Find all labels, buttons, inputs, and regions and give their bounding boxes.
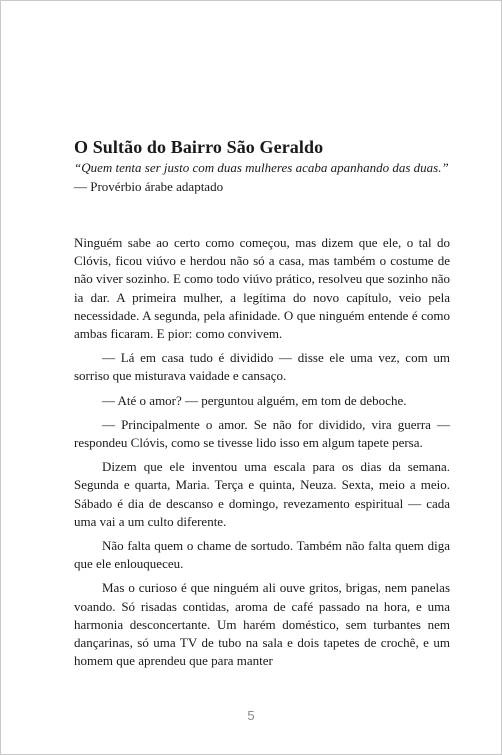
page-number: 5 <box>247 708 255 723</box>
paragraph: Não falta quem o chame de sortudo. Também não falta quem diga que ele enlouqueceu. <box>74 538 450 572</box>
paragraph: — Lá em casa tudo é dividido — disse ele uma vez, com um sorriso que misturava vaidade e cansaço. <box>74 350 450 384</box>
page-content <box>74 136 450 676</box>
paragraph: — Principalmente o amor. Se não for dividido, vira guerra — respondeu Clóvis, como se tivesse lido isso em algum tapete persa. <box>74 416 450 451</box>
chapter-body <box>74 234 450 670</box>
chapter-epigraph: “Quem tenta ser justo com duas mulheres acaba apanhando das duas.” <box>74 160 449 175</box>
paragraph: Dizem que ele inventou uma escala para os dias da semana. Segunda e quarta, Maria. Terça e quinta, Neuza. Sexta, meio a meio. Sábado é dia de descanso e domingo, revezamento espiritual — cada uma vai a um culto diferente. <box>74 459 450 529</box>
paragraph: Ninguém sabe ao certo como começou, mas dizem que ele, o tal do Clóvis, ficou viúvo e herdou não só a casa, mas também o costume de não viver sozinho. E como todo viúvo prático, resolveu que sozinho não ia dar. A primeira mulher, a legítima do novo capítulo, veio pela necessidade. A segunda, pela afinidade. O que ninguém entende é como ambas ficaram. E pior: como convivem. <box>74 235 450 342</box>
chapter-title: O Sultão do Bairro São Geraldo <box>74 137 324 157</box>
paragraph: Mas o curioso é que ninguém ali ouve gritos, brigas, nem panelas voando. Só risadas contidas, aroma de café passado na hora, e uma harmonia desconcertante. Um harém doméstico, sem turbantes nem dançarinas, só uma TV de tubo na sala e dois tapetes de crochê, e um homem que aprendeu que para manter <box>74 580 450 669</box>
paragraph: — Até o amor? — perguntou alguém, em tom de deboche. <box>102 392 407 408</box>
epigraph-attribution: — Provérbio árabe adaptado <box>74 179 224 194</box>
